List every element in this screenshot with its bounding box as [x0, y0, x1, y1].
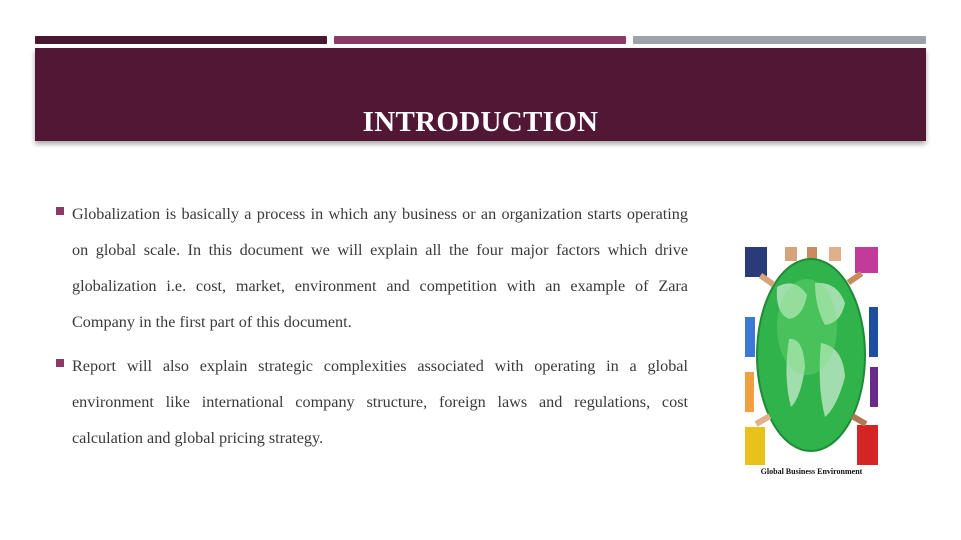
square-bullet-icon — [56, 359, 64, 367]
accent-bar-plum — [334, 36, 626, 44]
bullet-list — [56, 196, 688, 464]
globe-illustration — [745, 247, 878, 465]
accent-bar-dark — [35, 36, 327, 44]
bullet-text: Globalization is basically a process in which any business or an organization starts operating on global scale. In this document we will explain all the four major factors which drive globalization i.e. cost, market, environment and competition with an example of Zara Company in the first part of this document. — [72, 205, 688, 331]
slide-title: INTRODUCTION — [362, 106, 599, 138]
image-caption: Global Business Environment — [760, 467, 863, 476]
square-bullet-icon — [56, 207, 64, 215]
bullet-item — [56, 196, 688, 340]
globe-with-hands-image — [745, 247, 878, 480]
bullet-item — [56, 348, 688, 456]
title-band — [35, 48, 926, 141]
accent-bar-grey — [633, 36, 926, 44]
bullet-text: Report will also explain strategic complexities associated with operating in a global environment like international company structure, foreign laws and regulations, cost calculation and global pricing strategy. — [72, 357, 688, 447]
